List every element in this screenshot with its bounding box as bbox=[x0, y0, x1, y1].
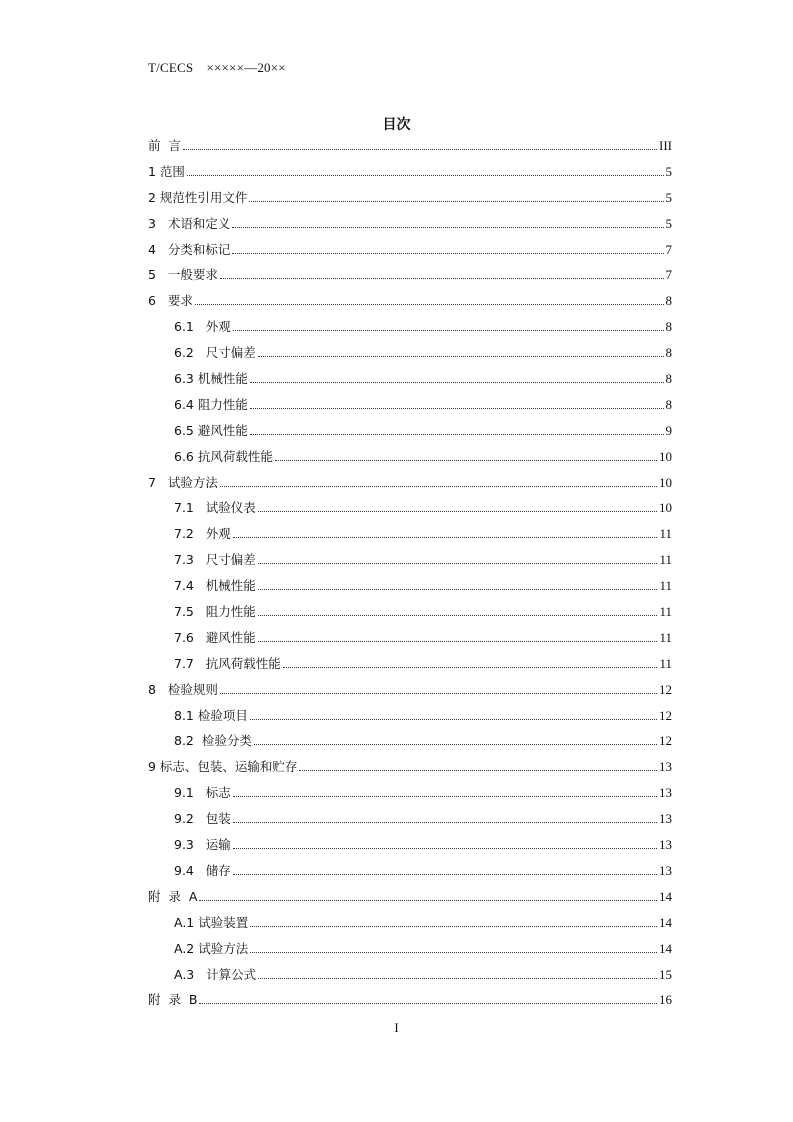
toc-entry-label: 6.4 阻力性能 bbox=[174, 396, 248, 412]
toc-entry[interactable] bbox=[148, 314, 672, 340]
toc-entry[interactable] bbox=[148, 962, 672, 988]
toc-entry-page: 8 bbox=[665, 396, 672, 412]
toc-entry-page: 11 bbox=[659, 578, 672, 594]
toc-entry-label: 附 录 A bbox=[148, 888, 198, 904]
toc-entry[interactable] bbox=[148, 987, 672, 1013]
toc-entry-label: 7 试验方法 bbox=[148, 474, 218, 490]
toc-entry[interactable] bbox=[148, 288, 672, 314]
toc-entry-label: 5 一般要求 bbox=[148, 267, 218, 283]
toc-entry[interactable] bbox=[148, 444, 672, 470]
toc-entry-label: 6 要求 bbox=[148, 293, 193, 309]
toc-entry[interactable] bbox=[148, 573, 672, 599]
toc-entry-label: 附 录 B bbox=[148, 992, 198, 1008]
dot-leader bbox=[299, 769, 657, 771]
dot-leader bbox=[233, 536, 658, 538]
toc-entry-label: 7.3 尺寸偏差 bbox=[174, 552, 256, 568]
dot-leader bbox=[220, 692, 657, 694]
toc-entry-label: A.1 试验装置 bbox=[174, 914, 249, 930]
toc-entry[interactable] bbox=[148, 780, 672, 806]
dot-leader bbox=[258, 355, 664, 357]
toc-entry-page: 11 bbox=[659, 655, 672, 671]
toc-entry-label: 6.2 尺寸偏差 bbox=[174, 345, 256, 361]
dot-leader bbox=[250, 433, 664, 435]
toc-entry[interactable] bbox=[148, 599, 672, 625]
toc-entry[interactable] bbox=[148, 340, 672, 366]
toc-entry-page: 14 bbox=[659, 888, 672, 904]
toc-entry-page: 10 bbox=[659, 500, 672, 516]
dot-leader bbox=[199, 899, 657, 901]
dot-leader bbox=[258, 510, 657, 512]
toc-entry-page: 8 bbox=[665, 371, 672, 387]
toc-entry-label: 前 言 bbox=[148, 138, 181, 153]
dot-leader bbox=[250, 925, 657, 927]
toc-entry-page: 12 bbox=[659, 681, 672, 697]
toc-entry-label: 8.1 检验项目 bbox=[174, 707, 248, 723]
toc-entry-page: 11 bbox=[659, 552, 672, 568]
toc-entry-label: 9.1 标志 bbox=[174, 785, 231, 801]
toc-entry-page: 13 bbox=[659, 811, 672, 827]
toc-entry[interactable] bbox=[148, 910, 672, 936]
toc-entry-page: 13 bbox=[659, 862, 672, 878]
toc-entry[interactable] bbox=[148, 936, 672, 962]
toc-entry-label: A.3 计算公式 bbox=[174, 966, 257, 982]
toc-entry-page: 11 bbox=[659, 604, 672, 620]
toc-entry[interactable] bbox=[148, 211, 672, 237]
toc-entry-label: 3 术语和定义 bbox=[148, 215, 231, 231]
toc-entry-page: 8 bbox=[665, 345, 672, 361]
toc-entry[interactable] bbox=[148, 625, 672, 651]
dot-leader bbox=[232, 252, 663, 254]
dot-leader bbox=[183, 148, 657, 150]
dot-leader bbox=[199, 1002, 657, 1004]
toc-entry-page: 13 bbox=[659, 837, 672, 853]
toc-entry-label: 4 分类和标记 bbox=[148, 241, 231, 257]
dot-leader bbox=[275, 459, 657, 461]
toc-entry-page: 10 bbox=[659, 474, 672, 490]
toc-entry[interactable] bbox=[148, 547, 672, 573]
toc-entry-page: 8 bbox=[665, 319, 672, 335]
dot-leader bbox=[233, 795, 657, 797]
standard-code-header: T/CECS ×××××—20×× bbox=[148, 60, 286, 75]
toc-entry[interactable] bbox=[148, 185, 672, 211]
toc-entry[interactable] bbox=[148, 470, 672, 496]
toc-entry-page: 12 bbox=[659, 733, 672, 749]
toc-entry-page: 12 bbox=[659, 707, 672, 723]
toc-entry-page: 7 bbox=[665, 267, 672, 283]
toc-entry-label: 9.4 储存 bbox=[174, 862, 231, 878]
toc-entry-label: 7.1 试验仪表 bbox=[174, 500, 256, 516]
toc-entry-label: 8.2 检验分类 bbox=[174, 733, 252, 749]
toc-entry-label: 8 检验规则 bbox=[148, 681, 218, 697]
dot-leader bbox=[250, 381, 664, 383]
toc-entry-label: 9 标志、包装、运输和贮存 bbox=[148, 759, 298, 775]
dot-leader bbox=[250, 718, 657, 720]
toc-entry-label: A.2 试验方法 bbox=[174, 940, 249, 956]
toc-entry-label: 6.6 抗风荷载性能 bbox=[174, 448, 273, 464]
toc-entry[interactable] bbox=[148, 703, 672, 729]
dot-leader bbox=[232, 226, 663, 228]
toc-entry-label: 6.5 避风性能 bbox=[174, 422, 248, 438]
toc-entry[interactable] bbox=[148, 651, 672, 677]
toc-entry-page: 8 bbox=[665, 293, 672, 309]
dot-leader bbox=[250, 407, 664, 409]
dot-leader bbox=[187, 174, 664, 176]
toc-entry[interactable] bbox=[148, 159, 672, 185]
toc-entry-page: 5 bbox=[665, 189, 672, 205]
toc-entry-page: 5 bbox=[665, 215, 672, 231]
toc-entry[interactable] bbox=[148, 677, 672, 703]
dot-leader bbox=[220, 277, 664, 279]
toc-entry-page: 15 bbox=[659, 966, 672, 982]
dot-leader bbox=[258, 588, 658, 590]
toc-entry-label: 6.1 外观 bbox=[174, 319, 231, 335]
toc-entry-label: 7.6 避风性能 bbox=[174, 629, 256, 645]
toc-entry-page: 13 bbox=[659, 759, 672, 775]
toc-entry-page: 9 bbox=[665, 422, 672, 438]
toc-entry[interactable] bbox=[148, 728, 672, 754]
toc-entry[interactable] bbox=[148, 521, 672, 547]
toc-entry[interactable] bbox=[148, 392, 672, 418]
toc-entry[interactable] bbox=[148, 754, 672, 780]
toc-entry[interactable] bbox=[148, 133, 672, 159]
toc-entry-label: 2 规范性引用文件 bbox=[148, 189, 248, 205]
dot-leader bbox=[283, 666, 658, 668]
toc-entry-label: 7.4 机械性能 bbox=[174, 578, 256, 594]
dot-leader bbox=[250, 951, 657, 953]
dot-leader bbox=[258, 562, 658, 564]
dot-leader bbox=[233, 847, 657, 849]
toc-entry[interactable] bbox=[148, 366, 672, 392]
table-of-contents bbox=[148, 133, 672, 1013]
toc-entry-label: 7.5 阻力性能 bbox=[174, 604, 256, 620]
dot-leader bbox=[220, 485, 657, 487]
toc-entry-page: 10 bbox=[659, 448, 672, 464]
toc-entry-label: 6.3 机械性能 bbox=[174, 371, 248, 387]
toc-entry-page: 14 bbox=[659, 940, 672, 956]
toc-entry[interactable] bbox=[148, 858, 672, 884]
toc-entry[interactable] bbox=[148, 237, 672, 263]
toc-entry-page: 5 bbox=[665, 163, 672, 179]
dot-leader bbox=[258, 614, 658, 616]
toc-entry[interactable] bbox=[148, 262, 672, 288]
dot-leader bbox=[249, 200, 663, 202]
toc-entry[interactable] bbox=[148, 495, 672, 521]
toc-entry-label: 7.7 抗风荷载性能 bbox=[174, 655, 281, 671]
toc-entry-page: 11 bbox=[659, 629, 672, 645]
toc-title: 目次 bbox=[382, 117, 411, 133]
dot-leader bbox=[233, 821, 657, 823]
toc-entry[interactable] bbox=[148, 806, 672, 832]
toc-entry-page: 16 bbox=[659, 992, 672, 1008]
toc-entry-page: 13 bbox=[659, 785, 672, 801]
toc-entry-page: 11 bbox=[659, 526, 672, 542]
toc-entry-label: 1 范围 bbox=[148, 163, 185, 179]
dot-leader bbox=[195, 303, 664, 305]
dot-leader bbox=[258, 977, 657, 979]
toc-entry[interactable] bbox=[148, 832, 672, 858]
toc-entry-page: 7 bbox=[665, 241, 672, 257]
toc-entry-label: 9.2 包装 bbox=[174, 811, 231, 827]
toc-entry[interactable] bbox=[148, 418, 672, 444]
toc-entry-label: 9.3 运输 bbox=[174, 837, 231, 853]
dot-leader bbox=[233, 329, 664, 331]
toc-entry-page: III bbox=[659, 138, 672, 153]
dot-leader bbox=[254, 743, 657, 745]
toc-entry[interactable] bbox=[148, 884, 672, 910]
page-number-footer: I bbox=[394, 1020, 399, 1035]
dot-leader bbox=[233, 873, 657, 875]
toc-entry-page: 14 bbox=[659, 914, 672, 930]
toc-entry-label: 7.2 外观 bbox=[174, 526, 231, 542]
dot-leader bbox=[258, 640, 658, 642]
